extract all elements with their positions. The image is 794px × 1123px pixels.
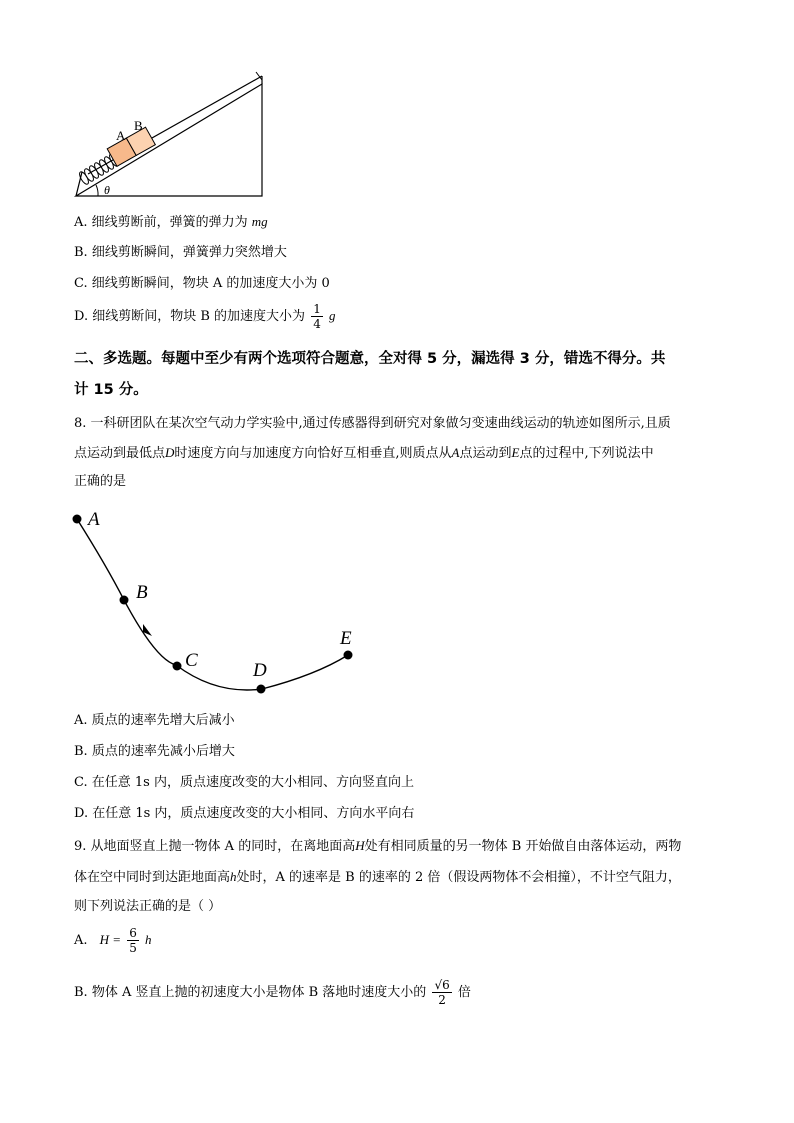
label-point-c: C [185, 650, 198, 671]
q8-option-a[interactable]: A. 质点的速率先增大后减小 [74, 713, 235, 728]
label-b: B [134, 118, 143, 133]
label-a: A [116, 128, 126, 143]
section-heading-line2: 计 15 分。 [74, 382, 148, 398]
incline-figure [70, 68, 270, 200]
point-c [173, 662, 182, 671]
point-b [120, 596, 129, 605]
label-point-a: A [88, 509, 100, 530]
q7-option-a[interactable]: A. 细线剪断前，弹簧的弹力为 mg [74, 214, 268, 230]
q8-option-b[interactable]: B. 质点的速率先减小后增大 [74, 744, 235, 759]
label-point-e: E [340, 628, 352, 649]
q9-stem-line3: 则下列说法正确的是（ ） [74, 899, 222, 914]
incline-triangle [76, 84, 262, 196]
q8-stem-line2: 点运动到最低点D时速度方向与加速度方向恰好互相垂直,则质点从A点运动到E点的过程中,下列说法中 [74, 445, 654, 461]
q9-option-b[interactable]: B. 物体 A 竖直上抛的初速度大小是物体 B 落地时速度大小的 $\frac{√6}{2}$ 倍 [74, 978, 471, 1007]
q9-stem-line2: 体在空中同时到达距地面高h处时，A 的速率是 B 的速率的 2 倍（假设两物体不会相撞），不计空气阻力， [74, 869, 681, 885]
label-theta: θ [104, 183, 110, 197]
q7-option-d[interactable]: D. 细线剪断间，物块 B 的加速度大小为 $\frac{1}{4}$ g [74, 302, 336, 331]
fraction-sqrt6-over-2: $\frac{√6}{2}$ [434, 978, 450, 1007]
q8-option-c[interactable]: C. 在任意 1s 内，质点速度改变的大小相同、方向竖直向上 [74, 775, 414, 790]
point-e [344, 651, 353, 660]
fraction-six-fifths: $\frac{6}{5}$ [129, 926, 137, 955]
q7-option-c[interactable]: C. 细线剪断瞬间，物块 A 的加速度大小为 0 [74, 276, 330, 291]
label-point-b: B [136, 582, 148, 603]
section-heading-line1: 二、多选题。每题中至少有两个选项符合题意，全对得 5 分，漏选得 3 分，错选不得分。共 [74, 351, 666, 367]
trajectory-curve [77, 519, 348, 690]
fraction-one-quarter: $\frac{1}{4}$ [313, 302, 321, 331]
q9-stem-line1: 9. 从地面竖直上抛一物体 A 的同时，在离地面高H处有相同质量的另一物体 B 开始做自由落体运动，两物 [74, 838, 682, 854]
trajectory-figure [66, 505, 366, 700]
point-d [257, 685, 266, 694]
q9-option-a[interactable]: A. H = $\frac{6}{5}$ h [74, 926, 152, 955]
q8-stem-line1: 8. 一科研团队在某次空气动力学实验中,通过传感器得到研究对象做匀变速曲线运动的轨迹如图所示,且质 [74, 416, 671, 431]
label-point-d: D [253, 660, 267, 681]
point-a [73, 515, 82, 524]
q8-stem-line3: 正确的是 [74, 474, 127, 489]
q8-option-d[interactable]: D. 在任意 1s 内，质点速度改变的大小相同、方向水平向右 [74, 806, 415, 821]
q7-option-b[interactable]: B. 细线剪断瞬间，弹簧弹力突然增大 [74, 245, 287, 260]
